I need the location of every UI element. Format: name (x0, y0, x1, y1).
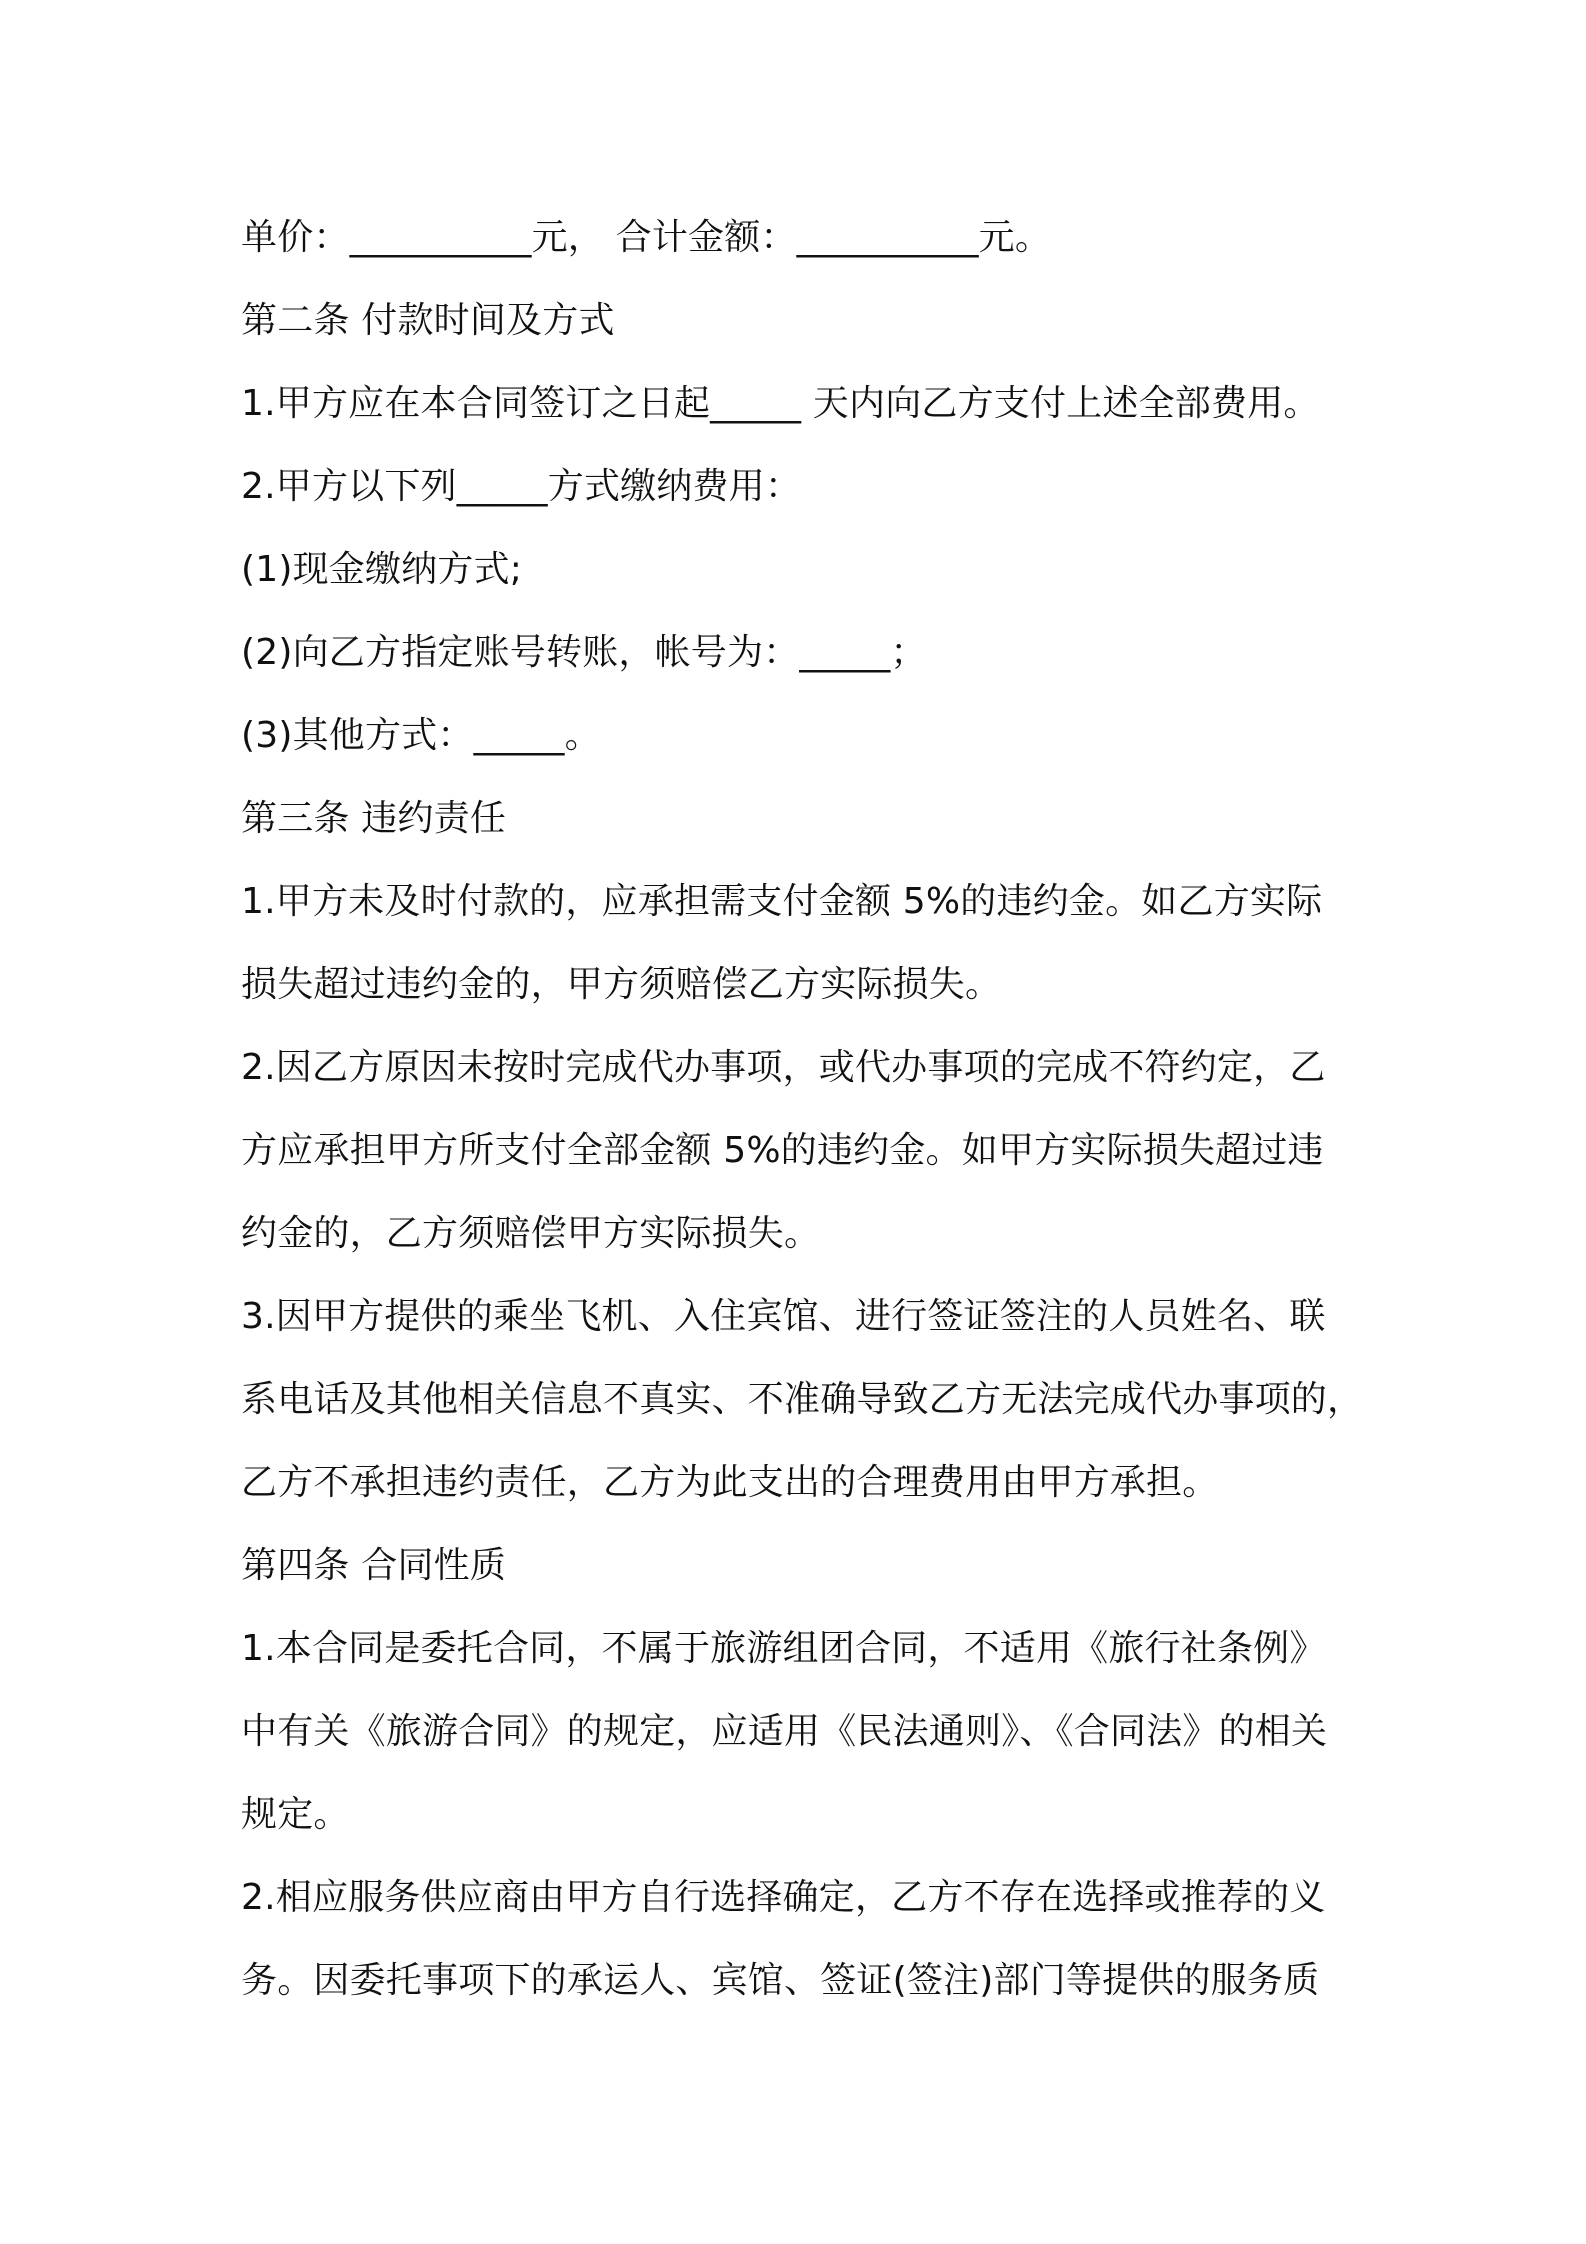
article-3-clause-3-line-3: 乙方不承担违约责任，乙方为此支出的合理费用由甲方承担。 (241, 1462, 1219, 1503)
payment-option-cash: (1)现金缴纳方式; (241, 549, 523, 590)
unit-price-total-line: 单价：__________元， 合计金额：__________元。 (241, 217, 1052, 258)
article-4-clause-1-line-2: 中有关《旅游合同》的规定，应适用《民法通则》、《合同法》的相关 (241, 1711, 1328, 1752)
article-2-clause-2: 2.甲方以下列_____方式缴纳费用： (241, 466, 802, 507)
article-4-clause-2-line-1: 2.相应服务供应商由甲方自行选择确定，乙方不存在选择或推荐的义 (241, 1877, 1326, 1918)
article-4-heading: 第四条 合同性质 (241, 1545, 507, 1586)
article-3-clause-1-line-1: 1.甲方未及时付款的，应承担需支付金额 5%的违约金。如乙方实际 (241, 881, 1323, 922)
article-3-clause-2-line-3: 约金的，乙方须赔偿甲方实际损失。 (241, 1213, 821, 1254)
article-3-clause-3-line-1: 3.因甲方提供的乘坐飞机、入住宾馆、进行签证签注的人员姓名、联 (241, 1296, 1326, 1337)
payment-option-transfer: (2)向乙方指定账号转账，帐号为：_____； (241, 632, 927, 673)
article-4-clause-1-line-1: 1.本合同是委托合同，不属于旅游组团合同，不适用《旅行社条例》 (241, 1628, 1326, 1669)
article-2-clause-1: 1.甲方应在本合同签订之日起_____ 天内向乙方支付上述全部费用。 (241, 383, 1320, 424)
article-3-clause-2-line-2: 方应承担甲方所支付全部金额 5%的违约金。如甲方实际损失超过违 (241, 1130, 1324, 1171)
article-2-heading: 第二条 付款时间及方式 (241, 300, 615, 341)
article-3-clause-1-line-2: 损失超过违约金的，甲方须赔偿乙方实际损失。 (241, 964, 1002, 1005)
article-4-clause-1-line-3: 规定。 (241, 1794, 350, 1835)
contract-body (241, 196, 1371, 2022)
article-3-clause-2-line-1: 2.因乙方原因未按时完成代办事项，或代办事项的完成不符约定，乙 (241, 1047, 1326, 1088)
article-3-heading: 第三条 违约责任 (241, 798, 507, 839)
payment-option-other: (3)其他方式：_____。 (241, 715, 601, 756)
article-4-clause-2-line-2: 务。因委托事项下的承运人、宾馆、签证(签注)部门等提供的服务质 (241, 1960, 1320, 2001)
article-3-clause-3-line-2: 系电话及其他相关信息不真实、不准确导致乙方无法完成代办事项的， (241, 1379, 1364, 1420)
